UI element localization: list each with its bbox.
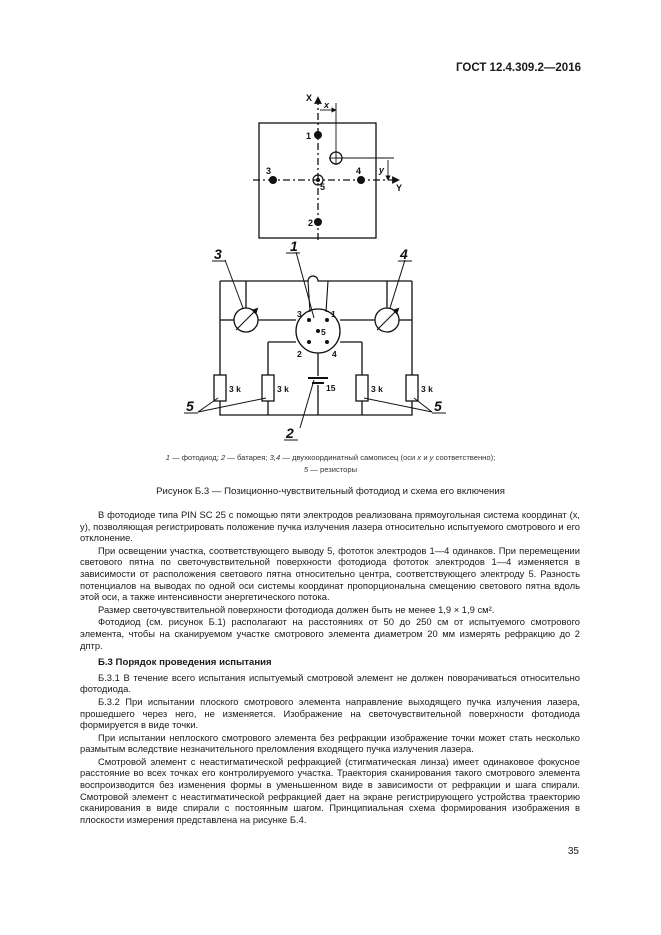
electrode-point-4 <box>357 176 365 184</box>
section-heading: Б.3 Порядок проведения испытания <box>98 657 272 669</box>
circuit-bottom-wire <box>220 401 412 415</box>
battery-label: 15 <box>326 383 336 393</box>
resistor-label-3: 3 k <box>371 384 383 394</box>
resistor-3 <box>356 375 368 401</box>
figure-title: Рисунок Б.3 — Позиционно-чувствительный фотодиод и схема его включения <box>156 486 505 497</box>
callout-resistors-left: 5 <box>186 398 194 414</box>
figure-legend: 1 — фотодиод; 2 — батарея; 3,4 — двухкоординатный самописец (оси x и y соответственно); 5 — резисторы <box>165 453 496 474</box>
paragraph: Фотодиод (см. рисунок Б.1) располагают на расстояниях от 50 до 250 см от испытуемого смотрового элемента, чтобы на сканируемом участке смотрового элемента диаметром 20 мм измерять рефракцию до 2 дптр. <box>80 616 580 651</box>
paragraph: Смотровой элемент с неастигматической рефракцией (стигматическая линза) имеет одинаковое фокусное расстояние во всех точках его контролируемого участка. Траектория сканирования такого смотрового элемента воспроизводится без изменения формы в уменьшенном виде в зависимости от рефракции и шага спирали. Смотровой элемент с неастигматической рефракцией дает на экране регистрирующего устройства траекторию сканирования в виде спирали с постоянным шагом. Принципиальная схема формирования изображения в плоскости измерения представлена на рисунке Б.4. <box>80 755 580 825</box>
resistor-label-1: 3 k <box>229 384 241 394</box>
callout-battery: 2 <box>286 425 294 441</box>
callout-recorder-y: 4 <box>400 246 408 262</box>
paragraph: Б.3.2 При испытании плоского смотрового элемента направление выходящего пучка излучения лазера, прошедшего через него, не изменяется. Изображение на светочувствительной поверхности фотодиода формируется в виде точки. <box>80 695 580 731</box>
body-text <box>80 509 580 825</box>
svg-text:1: 1 <box>331 309 336 319</box>
paragraph: При освещении участка, соответствующего выводу 5, фототок электродов 1—4 одинаков. При перемещении светового пятна по светочувствительной поверхности фотодиода фототок электродов 1—4 изменяется в зависимости от расположения светового пятна относительно центра, соответствующего электроду 5. Разность потенциалов на выводах по одной оси системы координат пропорциональна смещению светового пятна вдоль этой оси, а также интенсивности энергетического потока. <box>80 544 580 603</box>
callout-photodiode: 1 <box>290 238 298 254</box>
paragraph: В фотодиоде типа PIN SC 25 с помощью пяти электродов реализована прямоугольная система координат (x, y), позволяющая регистрировать положение пучка излучения лазера относительно испытуемого смотрового и его отклонение. <box>80 509 580 544</box>
electrode-point-1 <box>314 131 322 139</box>
callout-resistors-right: 5 <box>434 398 442 414</box>
resistor-4 <box>406 375 418 401</box>
resistor-label-2: 3 k <box>277 384 289 394</box>
dim-y-label: y <box>379 165 385 175</box>
electrode-point-2 <box>314 218 322 226</box>
electrode-point-3 <box>269 176 277 184</box>
svg-text:4: 4 <box>332 349 337 359</box>
axis-y-label: Y <box>396 183 403 193</box>
svg-text:5: 5 <box>320 182 326 192</box>
svg-text:3: 3 <box>297 309 302 319</box>
document-header: ГОСТ 12.4.309.2—2016 <box>456 62 581 74</box>
paragraph: При испытании неплоского смотрового элемента без рефракции изображение точки может стать несколько размытым вследствие незначительного преломления входящего пучка излучения лазера. <box>80 731 580 755</box>
svg-text:2: 2 <box>297 349 302 359</box>
callout-recorder-x: 3 <box>214 246 222 262</box>
svg-text:4: 4 <box>356 166 362 176</box>
dim-x-label: x <box>324 100 330 110</box>
axis-x-label: X <box>306 93 313 103</box>
figure-b3 <box>0 0 661 450</box>
resistor-2 <box>262 375 274 401</box>
svg-text:5: 5 <box>321 327 326 337</box>
svg-text:1: 1 <box>306 131 312 141</box>
paragraph: Б.3.1 В течение всего испытания испытуемый смотровой элемент не должен поворачиваться относительно фотодиода. <box>80 671 580 695</box>
circuit-top-wire <box>220 276 412 281</box>
svg-text:3: 3 <box>266 166 272 176</box>
svg-text:2: 2 <box>308 218 314 228</box>
paragraph: Размер светочувствительной поверхности фотодиода должен быть не менее 1,9 × 1,9 см². <box>98 603 495 615</box>
page-number: 35 <box>567 846 579 857</box>
resistor-1 <box>214 375 226 401</box>
resistor-label-4: 3 k <box>421 384 433 394</box>
